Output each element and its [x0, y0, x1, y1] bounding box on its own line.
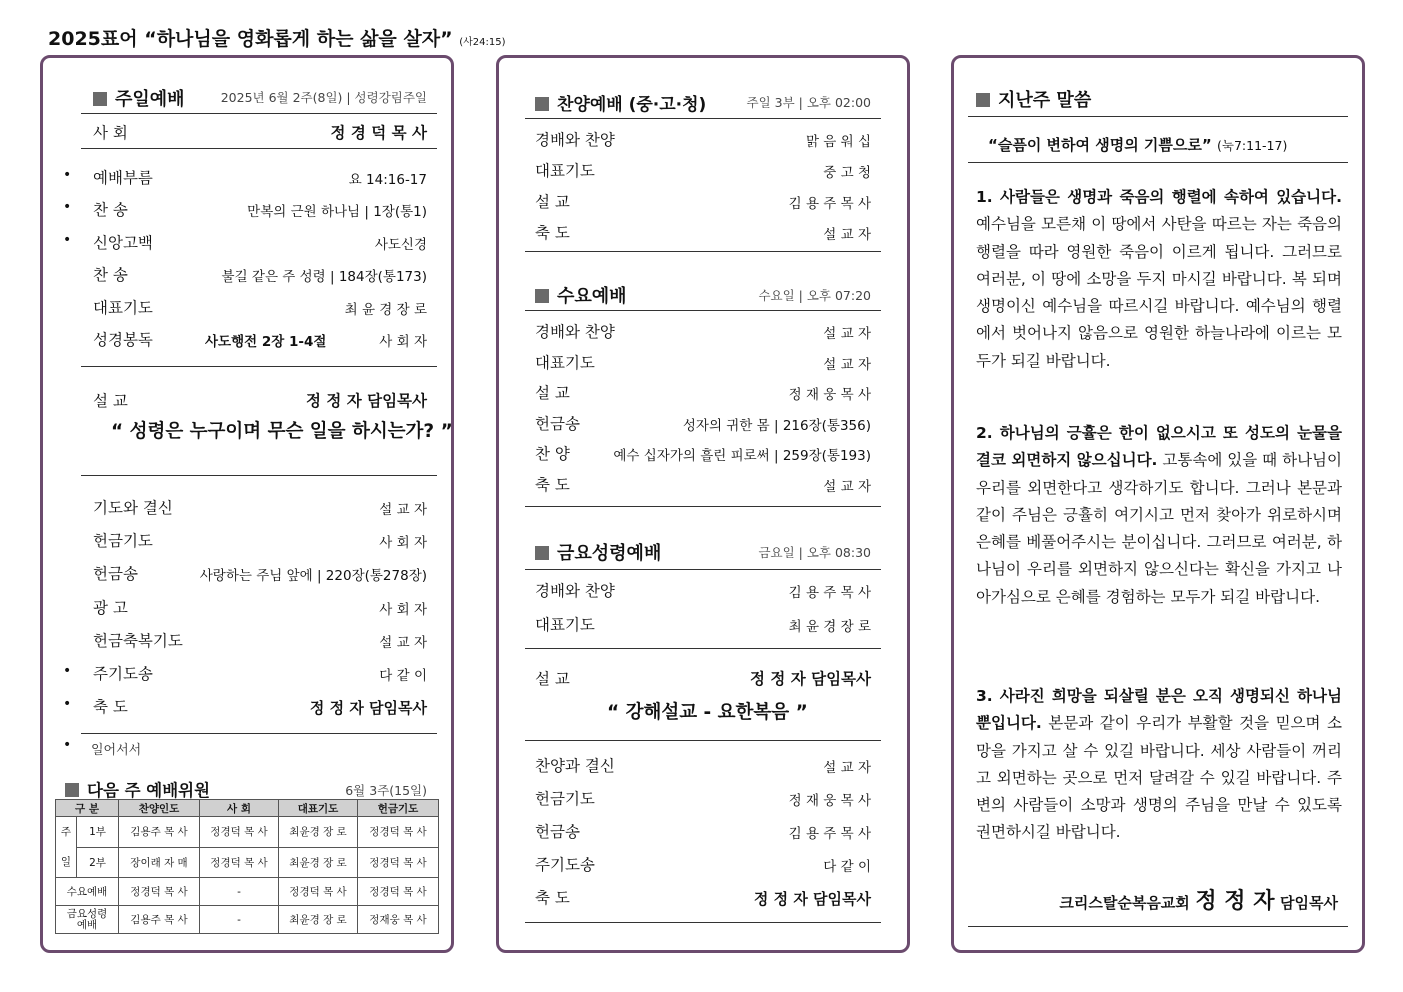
table-cell: -	[200, 878, 279, 906]
sermon-preacher: 정 정 자 담임목사	[305, 392, 427, 410]
table-cell: 2부	[77, 847, 119, 878]
order-item-value: 설 교 자	[823, 479, 871, 495]
order-item-label: 주기도송	[535, 856, 595, 874]
order-item-value: 불길 같은 주 성령 | 184장(통173)	[221, 269, 427, 286]
table-header-row	[56, 800, 439, 817]
table-header: 헌금기도	[358, 800, 439, 817]
church-name: 크리스탈순복음교회	[1059, 894, 1190, 912]
divider	[525, 310, 881, 311]
sunday-title: 주일예배	[115, 89, 185, 110]
divider	[968, 162, 1348, 163]
table-cell: 최윤경 장 로	[279, 817, 358, 848]
last-week-header	[976, 86, 1091, 112]
order-item-label: 대표기도	[535, 616, 595, 634]
square-bullet-icon	[535, 289, 549, 303]
wednesday-header	[535, 282, 627, 308]
wednesday-title: 수요예배	[557, 286, 627, 307]
order-item-label: 광 고	[93, 598, 128, 617]
sunday-label: 주일	[56, 817, 77, 878]
next-week-table	[55, 799, 439, 934]
friday-time: 금요일 | 오후 08:30	[758, 545, 871, 560]
order-item-label: 설 교	[535, 193, 570, 211]
order-item-value: 정 재 웅 목 사	[788, 793, 871, 809]
order-item-label: 축 도	[535, 476, 570, 494]
table-header: 사 회	[200, 800, 279, 817]
order-item-label: 예배부름	[93, 169, 153, 187]
order-item-label: 헌금송	[535, 823, 580, 841]
bullet-icon: •	[63, 663, 72, 679]
table-cell: 정경덕 목 사	[358, 817, 439, 848]
last-week-sermon-panel	[951, 55, 1365, 953]
church-signature	[1059, 884, 1338, 915]
order-item-value: 정 재 웅 목 사	[788, 387, 871, 404]
table-cell: 정경덕 목 사	[119, 878, 200, 906]
order-item-value: 성자의 귀한 몸 | 216장(통356)	[682, 417, 871, 434]
table-cell: 장이래 자 매	[119, 847, 200, 878]
order-item-value: 최 윤 경 장 로	[788, 619, 871, 635]
order-item-label: 주기도송	[93, 665, 153, 683]
table-row	[56, 817, 439, 848]
order-item-value: 정 정 자 담임목사	[309, 699, 427, 718]
order-item-value: 김 용 주 목 사	[788, 196, 871, 212]
order-item-value: 사 회 자	[379, 334, 427, 350]
youth-time: 주일 3부 | 오후 02:00	[746, 95, 871, 110]
youth-title: 찬양예배 (중·고·청)	[557, 95, 707, 115]
standing-note: 일어서서	[91, 743, 142, 758]
order-item-label: 대표기도	[535, 162, 595, 180]
divider	[81, 475, 437, 476]
order-item-label: 기도와 결신	[93, 499, 173, 517]
sunday-service-panel	[40, 55, 454, 953]
order-item-value: 사 회 자	[379, 535, 427, 552]
divider	[525, 648, 881, 649]
divider	[968, 116, 1348, 117]
order-item-value: 다 같 이	[379, 668, 427, 684]
weekday-services-panel	[496, 55, 910, 953]
friday-sermon-title: “ 강해설교 - 요한복음 ”	[607, 702, 808, 723]
sermon-point-3: 3. 사라진 희망을 되살릴 분은 오직 생명되신 하나님뿐입니다. 본문과 같이 우리가 부활할 것을 믿으며 소망을 가지고 살 수 있길 바랍니다. 세상 사람들이 꺼리고 외면하는 곳으로 먼저 달려갈 수 있길 바랍니다. 주변의 사람들이 소망과 생명의 주님을 만날 수 있도록 권면하시길 바랍니다.	[976, 687, 1342, 842]
table-cell: -	[200, 906, 279, 934]
order-item-value: 설 교 자	[823, 227, 871, 243]
order-item-label: 성경봉독	[93, 331, 153, 349]
order-item-value: 설 교 자	[379, 634, 427, 651]
order-item-label: 경배와 찬양	[535, 131, 615, 149]
bullet-icon: •	[63, 199, 72, 216]
divider	[525, 922, 881, 923]
last-week-sermon-title: “슬픔이 변하여 생명의 기쁨으로” (눅7:11-17)	[988, 136, 1288, 154]
sermon-label: 설 교	[93, 392, 128, 410]
order-item-value: 맑 음 워 십	[805, 134, 871, 150]
order-item-value: 최 윤 경 장 로	[344, 301, 427, 318]
order-item-value: 김 용 주 목 사	[788, 585, 871, 601]
order-item-label: 축 도	[535, 889, 570, 907]
table-row	[56, 878, 439, 906]
next-week-header	[65, 777, 210, 801]
sermon-title: “ 성령은 누구이며 무슨 일을 하시는가? ”	[111, 421, 453, 442]
divider	[525, 569, 881, 570]
order-item-value: 김 용 주 목 사	[788, 826, 871, 842]
order-item-value: 사랑하는 주님 앞에 | 220장(통278장)	[199, 568, 427, 585]
order-item-label: 대표기도	[535, 353, 595, 372]
table-cell: 최윤경 장 로	[279, 906, 358, 934]
order-item-value: 사도신경	[374, 236, 427, 253]
table-cell: 정경덕 목 사	[358, 878, 439, 906]
presider-name: 정 경 덕 목 사	[330, 124, 427, 142]
table-row	[56, 906, 439, 934]
order-item-label: 경배와 찬양	[535, 582, 615, 600]
order-item-label: 헌금기도	[93, 532, 153, 551]
order-item-label: 축 도	[535, 224, 570, 242]
table-header: 대표기도	[279, 800, 358, 817]
divider	[525, 118, 881, 119]
pastor-title: 담임목사	[1280, 894, 1338, 912]
order-item-label: 헌금축복기도	[93, 631, 183, 650]
sunday-header	[93, 85, 185, 111]
table-cell: 정경덕 목 사	[200, 817, 279, 848]
square-bullet-icon	[976, 93, 990, 107]
motto-text: 2025표어 “하나님을 영화롭게 하는 삶을 살자”	[48, 28, 453, 50]
table-row	[56, 847, 439, 878]
order-item-label: 헌금기도	[535, 790, 595, 808]
friday-sermon-preacher: 정 정 자 담임목사	[749, 670, 871, 688]
bullet-icon: •	[63, 737, 72, 753]
next-week-title: 다음 주 예배위원	[87, 781, 211, 800]
order-item-value: 설 교 자	[379, 502, 427, 518]
table-cell: 정경덕 목 사	[200, 847, 279, 878]
next-week-date: 6월 3주(15일)	[345, 783, 427, 798]
order-item-value: 설 교 자	[823, 356, 871, 373]
order-item-value: 다 같 이	[823, 859, 871, 875]
table-cell: 정재웅 목 사	[358, 906, 439, 934]
table-header: 찬양인도	[119, 800, 200, 817]
order-item-label: 헌금송	[535, 414, 580, 433]
square-bullet-icon	[535, 97, 549, 111]
table-cell: 정경덕 목 사	[358, 847, 439, 878]
friday-title: 금요성령예배	[557, 543, 662, 564]
divider	[81, 733, 437, 734]
table-header: 구 분	[56, 800, 119, 817]
order-item-label: 찬양과 결신	[535, 757, 615, 775]
order-item-value: 사 회 자	[379, 601, 427, 618]
order-item-value: 중 고 청	[823, 165, 871, 181]
order-item-value: 설 교 자	[823, 760, 871, 776]
table-cell: 김용주 목 사	[119, 906, 200, 934]
order-item-label: 찬 송	[93, 266, 128, 285]
sunday-date: 2025년 6월 2주(8일) | 성령강림주일	[220, 90, 427, 105]
order-item-label: 찬 양	[535, 445, 570, 464]
youth-header	[535, 90, 706, 115]
order-item-value: 설 교 자	[823, 326, 871, 342]
square-bullet-icon	[535, 546, 549, 560]
sermon-point-1: 1. 사람들은 생명과 죽음의 행렬에 속하여 있습니다. 예수님을 모른채 이 땅에서 사탄을 따르는 자는 죽음의 행렬을 따라 영원한 죽음이 이르게 됩니다. 그러므로 여러분, 이 땅에 소망을 두지 마시길 바랍니다. 복 되며 생명이신 예수님을 따르시길 바랍니다. 예수님의 행렬에서 벗어나지 않음으로 영원한 하늘나라에 이르는 모두가 되길 바랍니다.	[976, 188, 1342, 370]
order-item-value: 만복의 근원 하나님 | 1장(통1)	[247, 204, 427, 221]
pastor-name: 정 정 자	[1195, 889, 1275, 914]
friday-header	[535, 539, 661, 565]
square-bullet-icon	[93, 92, 107, 106]
bullet-icon: •	[63, 167, 72, 183]
table-cell: 1부	[77, 817, 119, 848]
order-item-label: 신앙고백	[93, 233, 153, 252]
last-week-title: 지난주 말씀	[998, 90, 1092, 111]
table-cell: 금요성령 예배	[56, 906, 119, 934]
order-item-value: 예수 십자가의 흘린 피로써 | 259장(통193)	[613, 448, 871, 465]
divider	[525, 251, 881, 252]
scripture-reading: 사도행전 2장 1-4절	[205, 334, 327, 350]
friday-sermon-label: 설 교	[535, 670, 570, 688]
table-cell: 김용주 목 사	[119, 817, 200, 848]
divider	[525, 506, 881, 507]
divider	[81, 366, 437, 367]
divider	[81, 113, 437, 114]
order-item-label: 대표기도	[93, 298, 153, 317]
divider	[81, 148, 437, 149]
order-item-label: 경배와 찬양	[535, 323, 615, 341]
bullet-icon: •	[63, 231, 72, 248]
order-item-value: 정 정 자 담임목사	[753, 890, 871, 908]
order-item-value: 요 14:16-17	[348, 172, 427, 188]
table-cell: 수요예배	[56, 878, 119, 906]
order-item-label: 설 교	[535, 384, 570, 403]
presider-label: 사 회	[93, 124, 128, 142]
bullet-icon: •	[63, 696, 72, 713]
wednesday-time: 수요일 | 오후 07:20	[758, 288, 871, 303]
table-cell: 최윤경 장 로	[279, 847, 358, 878]
motto-reference: (사24:15)	[459, 37, 506, 48]
order-item-label: 찬 송	[93, 201, 128, 220]
sermon-point-2: 2. 하나님의 긍휼은 한이 없으시고 또 성도의 눈물을 결코 외면하지 않으십니다. 고통속에 있을 때 하나님이 우리를 외면한다고 생각하기도 합니다. 그러나 본문과 같이 주님은 긍휼히 여기시고 먼저 찾아가 위로하시며 은혜를 베풀어주시는 분이십니다. 그러므로 여러분, 하나님이 우리를 외면하지 않으신다는 확신을 가지고 나아가심으로 은혜를 경험하는 모두가 되길 바랍니다.	[976, 424, 1342, 606]
divider	[968, 926, 1348, 927]
order-item-label: 헌금송	[93, 565, 138, 584]
table-cell: 정경덕 목 사	[279, 878, 358, 906]
square-bullet-icon	[65, 783, 79, 797]
year-motto	[48, 24, 506, 51]
divider	[525, 740, 881, 741]
order-item-label: 축 도	[93, 698, 128, 717]
